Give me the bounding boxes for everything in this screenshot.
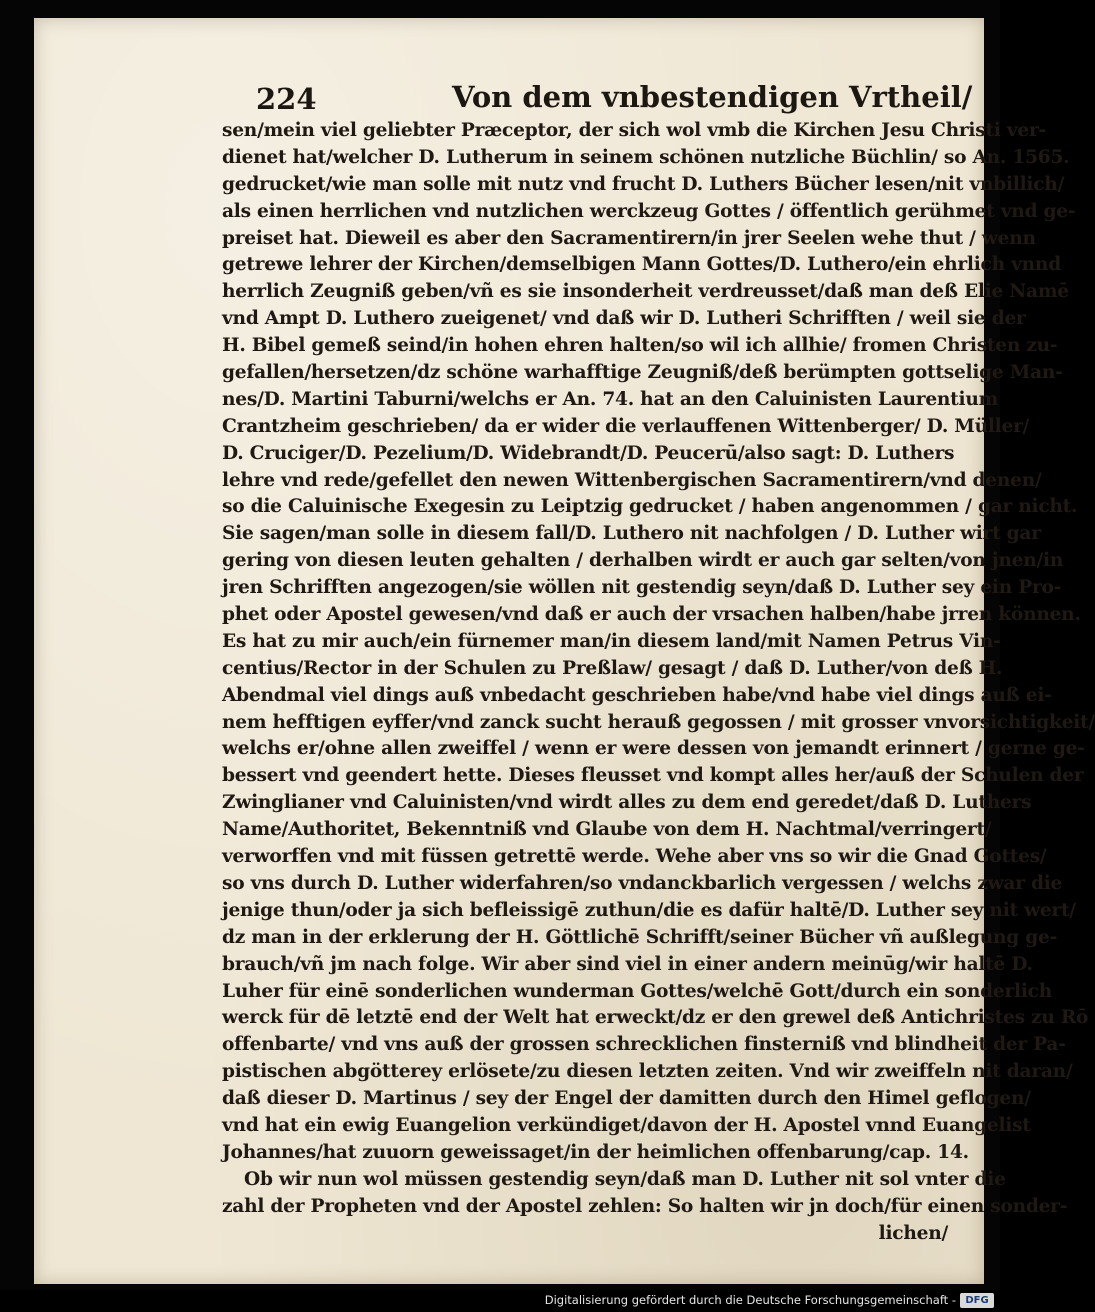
text-line: so vns durch D. Luther widerfahren/so vndanckbarlich vergessen / welchs zwar die (222, 872, 1063, 894)
text-line: H. Bibel gemeß seind/in hohen ehren halten/so wil ich allhie/ fromen Christen zu- (222, 335, 1058, 357)
text-line: welchs er/ohne allen zweiffel / wenn er were dessen von jemandt erinnert / gerne ge- (222, 738, 1085, 760)
text-line: phet oder Apostel gewesen/vnd daß er auch der vrsachen halben/habe jrren können. (222, 604, 1081, 626)
text-line: pistischen abgötterey erlösete/zu diesen letzten zeiten. Vnd wir zweiffeln nit daran/ (222, 1061, 1073, 1083)
text-line: gedrucket/wie man solle mit nutz vnd frucht D. Luthers Bücher lesen/nit vnbillich/ (222, 173, 1065, 195)
paragraph-start-line: Ob wir nun wol müssen gestendig seyn/daß man D. Luther nit sol vnter die (244, 1168, 1006, 1190)
text-line: so die Caluinische Exegesin zu Leiptzig gedrucket / haben angenommen / gar nicht. (222, 496, 1078, 518)
page-number: 224 (256, 82, 317, 116)
body-text (222, 118, 1095, 1247)
text-line: Es hat zu mir auch/ein fürnemer man/in diesem land/mit Namen Petrus Vin- (222, 630, 1001, 652)
text-line: vnd hat ein ewig Euangelion verkündiget/davon der H. Apostel vnnd Euangelist (222, 1114, 1031, 1136)
text-line: jren Schrifften angezogen/sie wöllen nit gestendig seyn/daß D. Luther sey ein Pro- (222, 577, 1062, 599)
text-line: Sie sagen/man solle in diesem fall/D. Luthero nit nachfolgen / D. Luther wirt gar (222, 523, 1041, 545)
text-line: dienet hat/welcher D. Lutherum in seinem schönen nutzliche Büchlin/ so An. 1565. (222, 146, 1070, 168)
text-line: Zwinglianer vnd Caluinisten/vnd wirdt alles zu dem end geredet/daß D. Luthers (222, 792, 1032, 814)
text-line: getrewe lehrer der Kirchen/demselbigen Mann Gottes/D. Luthero/ein ehrlich vnnd (222, 254, 1061, 276)
text-line: herrlich Zeugniß geben/vñ es sie insonderheit verdreusset/daß man deß Elie Namē (222, 281, 1069, 303)
text-line: daß dieser D. Martinus / sey der Engel der damitten durch den Himel geflogen/ (222, 1088, 1031, 1110)
text-line: verworffen vnd mit füssen getrettē werde. Wehe aber vns so wir die Gnad Gottes/ (222, 846, 1047, 868)
funding-credit: Digitalisierung gefördert durch die Deutsche Forschungsgemeinschaft - (544, 1293, 956, 1307)
text-line: sen/mein viel geliebter Præceptor, der sich wol vmb die Kirchen Jesu Christi ver- (222, 120, 1046, 141)
text-line: Luher für einē sonderlichen wunderman Gottes/welchē Gott/durch ein sonderlich (222, 980, 1052, 1002)
text-line: offenbarte/ vnd vns auß der grossen schrecklichen finsterniß vnd blindheit der Pa- (222, 1034, 1066, 1056)
text-line: nes/D. Martini Taburni/welchs er An. 74. hat an den Caluinisten Laurentium (222, 388, 999, 410)
text-line: werck für dē letztē end der Welt hat erweckt/dz er den grewel deß Antichristes zu Rō (222, 1007, 1089, 1029)
text-line: als einen herrlichen vnd nutzlichen werckzeug Gottes / öffentlich gerühmet vnd ge- (222, 200, 1076, 222)
text-line: preiset hat. Dieweil es aber den Sacramentirern/in jrer Seelen wehe thut / wenn (222, 227, 1036, 249)
text-line: dz man in der erklerung der H. Göttlichē Schrifft/seiner Bücher vñ außlegung ge- (222, 926, 1058, 948)
text-line: vnd Ampt D. Luthero zueigenet/ vnd daß wir D. Lutheri Schrifften / weil sie der (222, 308, 1026, 330)
text-line: zahl der Propheten vnd der Apostel zehlen: So halten wir jn doch/für einen sonder- (222, 1195, 1068, 1217)
text-line: centius/Rector in der Schulen zu Preßlaw/ gesagt / daß D. Luther/von deß H. (222, 657, 1003, 679)
text-line: Abendmal viel dings auß vnbedacht geschrieben habe/vnd habe viel dings auß ei- (222, 684, 1052, 706)
text-line: lehre vnd rede/gefellet den newen Wittenbergischen Sacramentirern/vnd denen/ (222, 469, 1042, 491)
catchword: lichen/ (878, 1222, 948, 1244)
text-line: D. Cruciger/D. Pezelium/D. Widebrandt/D. Peucerū/also sagt: D. Luthers (222, 442, 955, 464)
text-line: brauch/vñ jm nach folge. Wir aber sind viel in einer andern meinūg/wir haltē D. (222, 953, 1033, 975)
text-line: Name/Authoritet, Bekenntniß vnd Glaube von dem H. Nachtmal/verringert/ (222, 819, 992, 841)
text-line: Crantzheim geschrieben/ da er wider die verlauffenen Wittenberger/ D. Müller/ (222, 415, 1030, 437)
running-title: Von dem vnbestendigen Vrtheil/ (452, 80, 973, 114)
text-line: bessert vnd geendert hette. Dieses fleusset vnd kompt alles her/auß der Schulen der (222, 765, 1084, 787)
text-line: Johannes/hat zuuorn geweissaget/in der heimlichen offenbarung/cap. 14. (222, 1141, 969, 1163)
dfg-logo-icon: DFG (960, 1293, 994, 1308)
text-line: nem hefftigen eyffer/vnd zanck sucht herauß gegossen / mit grosser vnvorsichtigkeit/ (222, 711, 1095, 733)
footer-bar (0, 1290, 1000, 1312)
text-line: jenige thun/oder ja sich befleissigē zuthun/die es dafür haltē/D. Luther sey nit wert/ (222, 899, 1076, 921)
text-line: gefallen/hersetzen/dz schöne warhafftige Zeugniß/deß berümpten gottselige Man- (222, 362, 1063, 384)
text-line: gering von diesen leuten gehalten / derhalben wirdt er auch gar selten/von jnen/in (222, 550, 1064, 572)
